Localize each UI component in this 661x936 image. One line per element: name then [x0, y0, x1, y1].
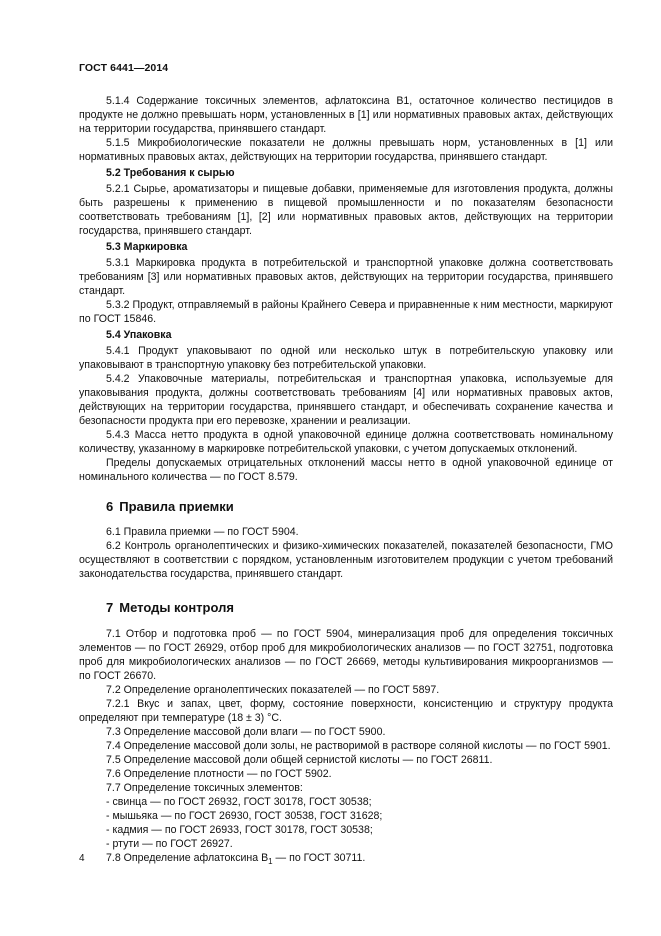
paragraph-5-1-5: 5.1.5 Микробиологические показатели не должны превышать норм, установленных в [1] или нормативных правовых актах, действующих на территории государства, принявшего стандарт. [79, 137, 613, 163]
list-item-arsenic: - мышьяка — по ГОСТ 26930, ГОСТ 30538, ГОСТ 31628; [106, 810, 383, 822]
paragraph-7-5: 7.5 Определение массовой доли общей сернистой кислоты — по ГОСТ 26811. [106, 754, 493, 766]
paragraph-7-8 [79, 851, 613, 869]
subsection-heading-5-2: 5.2 Требования к сырью [106, 167, 235, 179]
subsection-heading-5-4: 5.4 Упаковка [106, 329, 172, 341]
section-number: 7 [106, 600, 114, 615]
paragraph-5-3-2: 5.3.2 Продукт, отправляемый в районы Крайнего Севера и приравненные к ним местности, маркируют по ГОСТ 15846. [79, 299, 613, 325]
paragraph-6-1: 6.1 Правила приемки — по ГОСТ 5904. [106, 526, 299, 538]
paragraph-5-4-1: 5.4.1 Продукт упаковывают по одной или несколько штук в потребительскую упаковку или упаковывают в транспортную упаковку без потребительской упаковки. [79, 345, 613, 371]
aflatoxin-subscript: 1 [268, 857, 273, 867]
paragraph-5-2-1: 5.2.1 Сырье, ароматизаторы и пищевые добавки, применяемые для изготовления продукта, должны быть разрешены к применению в пищевой промышленности и по показателям безопасности соответствовать требованиям [1], [2] или нормативных правовых актов, действующих на территории государства, принявшего стандарт. [79, 183, 613, 237]
paragraph-5-1-4: 5.1.4 Содержание токсичных элементов, афлатоксина В1, остаточное количество пестицидов в продукте не должно превышать норм, установленных в [1] или нормативных правовых актах, действующих на территории государства, принявшего стандарт. [79, 95, 613, 135]
page-number: 4 [79, 853, 85, 864]
section-heading-6 [79, 499, 613, 515]
list-item-lead: - свинца — по ГОСТ 26932, ГОСТ 30178, ГОСТ 30538; [106, 796, 372, 808]
list-item-mercury: - ртути — по ГОСТ 26927. [106, 838, 233, 850]
paragraph-5-4-2: 5.4.2 Упаковочные материалы, потребительская и транспортная упаковка, используемые для упаковывания продукта, должны соответствовать требованиям [4] или нормативных правовых актов, действующих на территории государства, принявшего стандарт, и обеспечивать сохранение качества и безопасности продукта при его перевозке, хранении и реализации. [79, 373, 613, 427]
paragraph-7-2-1: 7.2.1 Вкус и запах, цвет, форму, состояние поверхности, консистенцию и структуру продукта определяют при температуре (18 ± 3) °С. [79, 698, 613, 724]
paragraph-5-3-1: 5.3.1 Маркировка продукта в потребительской и транспортной упаковке должна соответствовать требованиям [3] или нормативных правовых актов, действующих на территории государства, принявшего стандарт. [79, 257, 613, 297]
list-item-cadmium: - кадмия — по ГОСТ 26933, ГОСТ 30178, ГОСТ 30538; [106, 824, 373, 836]
section-title: Правила приемки [119, 499, 234, 514]
subsection-heading-5-3: 5.3 Маркировка [106, 241, 188, 253]
paragraph-7-4: 7.4 Определение массовой доли золы, не растворимой в растворе соляной кислоты — по ГОСТ 5901. [106, 740, 611, 752]
page-content [79, 94, 613, 869]
section-number: 6 [106, 499, 114, 514]
paragraph-7-8-ref: — по ГОСТ 30711. [272, 852, 366, 864]
header-standard-title: ГОСТ 6441—2014 [79, 62, 169, 74]
paragraph-7-7: 7.7 Определение токсичных элементов: [106, 782, 303, 794]
section-title: Методы контроля [119, 600, 234, 615]
paragraph-7-1: 7.1 Отбор и подготовка проб — по ГОСТ 5904, минерализация проб для определения токсичных элементов — по ГОСТ 26929, отбор проб для микробиологических анализов — по ГОСТ 32751, подготовка проб для микробиологических анализов — по ГОСТ 26669, методы культивирования микроорганизмов — по ГОСТ 26670. [79, 628, 613, 682]
paragraph-6-2: 6.2 Контроль органолептических и физико-химических показателей, показателей безопасности, ГМО осуществляют в соответствии с порядком, установленным изготовителем продукции с учетом требований законодательства государства, принявшего стандарт. [79, 540, 613, 580]
paragraph-7-3: 7.3 Определение массовой доли влаги — по ГОСТ 5900. [106, 726, 386, 738]
section-heading-7 [79, 600, 613, 616]
paragraph-7-8-text: 7.8 Определение афлатоксина В [106, 852, 269, 864]
paragraph-5-4-3-tolerances: Пределы допускаемых отрицательных отклонений массы нетто в одной упаковочной единице от номинального количества — по ГОСТ 8.579. [79, 457, 613, 483]
paragraph-5-4-3: 5.4.3 Масса нетто продукта в одной упаковочной единице должна соответствовать номинальному количеству, указанному в маркировке потребительской упаковки, с учетом допускаемых отклонений. [79, 429, 613, 455]
paragraph-7-2: 7.2 Определение органолептических показателей — по ГОСТ 5897. [106, 684, 440, 696]
paragraph-7-6: 7.6 Определение плотности — по ГОСТ 5902. [106, 768, 332, 780]
